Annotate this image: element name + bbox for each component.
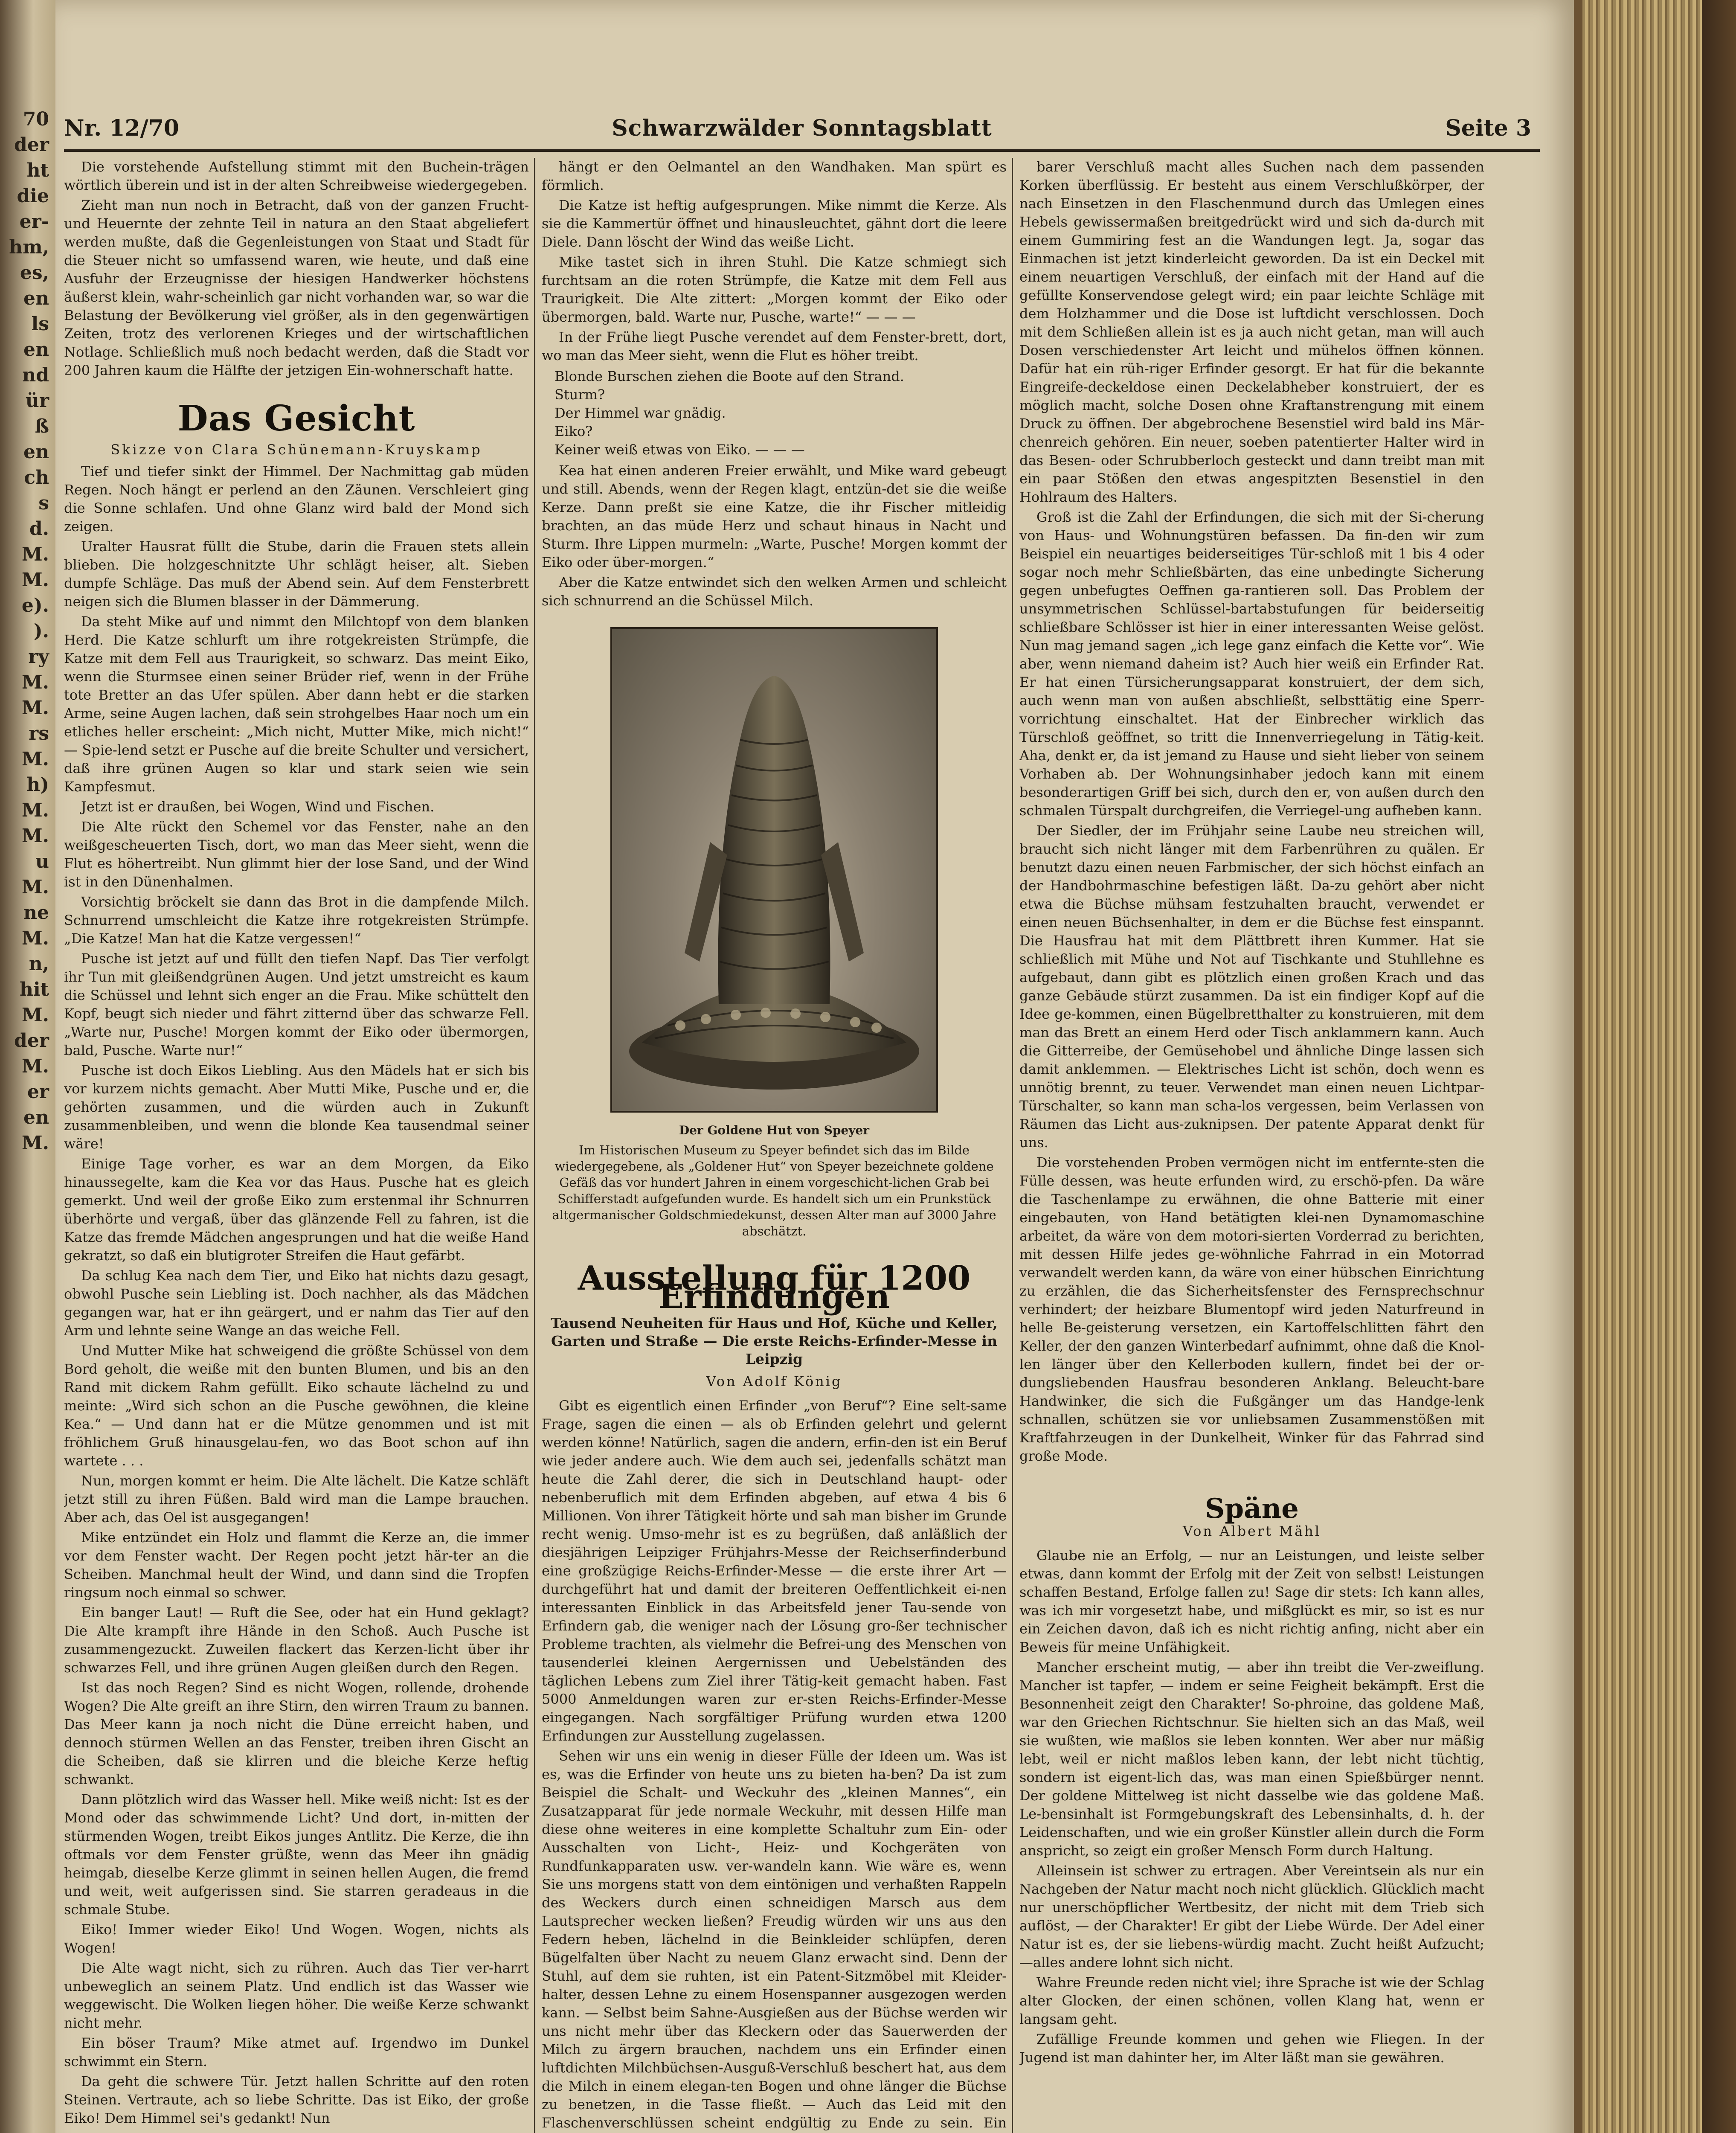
paragraph: Aber die Katze entwindet sich den welken Armen und schleicht sich schnurrend an die Schüssel Milch. bbox=[542, 574, 1007, 609]
paragraph: Glaube nie an Erfolg, — nur an Leistungen, und leiste selber etwas, dann kommt der Erfolg mit der Zeit von selbst! Leistungen schaffen Bestand, Erfolge fallen zu! Sage dir stets: Ich kann alles, was ich mir vorgesetzt habe, und mißglückt es mir, so ist es nur ein Zeichen davon, daß ich es nicht richtig anfing, nicht aber ein Beweis für meine Unfähigkeit. bbox=[1019, 1547, 1484, 1655]
fragment-text: hm, bbox=[9, 236, 49, 258]
story-verse bbox=[542, 367, 1007, 459]
column-1 bbox=[64, 158, 529, 2133]
fragment-text: die bbox=[17, 185, 49, 207]
fragment-text: er bbox=[27, 1081, 49, 1103]
fragment-text: ch bbox=[24, 467, 49, 488]
fragment-text: ). bbox=[33, 620, 49, 642]
fragment-text: M. bbox=[21, 1004, 49, 1026]
article-continuation bbox=[1019, 158, 1484, 1465]
page-header bbox=[64, 107, 1540, 145]
paragraph: Gibt es eigentlich einen Erfinder „von Beruf“? Eine selt-same Frage, sagen die einen — als ob Erfinden gelehrt und gelernt werden könne! Natürlich, sagen die andern, erfin-den ist ein Beruf wie jeder andere auch. Wie dem auch sei, jedenfalls schätzt man heute die Zahl derer, die sich in Deutschland haupt- oder nebenberuflich mit dem Erfinden abgeben, auf etwa 4 bis 6 Millionen. Von ihrer Tätigkeit hörte und sah man bisher im Grunde recht wenig. Umso-mehr ist es zu begrüßen, daß anläßlich der diesjährigen Leipziger Frühjahrs-Messe der Reichserfinderbund eine großzügige Reichs-Erfinder-Messe — die erste ihrer Art — durchgeführt hat und damit der breiteren Oeffentlichkeit ei-nen interessanten Einblick in das Arbeitsfeld jener Tau-sende von Erfindern gab, die weniger nach der Lösung gro-ßer technischer Probleme trachten, als vielmehr die Befrei-ung des Menschen von tausenderlei kleinen Aergernissen und Uebelständen des täglichen Lebens zum Ziel ihrer Tätig-keit gemacht haben. Fast 5000 Anmeldungen waren zur er-sten Reichs-Erfinder-Messe eingegangen. Nach sorgfältiger Prüfung wurden etwa 1200 Erfindungen zur Ausstellung zugelassen. bbox=[542, 1398, 1007, 1744]
fragment-text: e). bbox=[21, 595, 49, 616]
paragraph: Alleinsein ist schwer zu ertragen. Aber Vereintsein als nur ein Nachgeben der Natur macht noch nicht glücklich. Glücklich macht nur unerschöpflicher Wertbesitz, der nicht mit dem Trieb sich auflöst, — der Charakter! Er gibt der Liebe Würde. Der Adel einer Natur ist es, der sie liebens-würdig macht. Zucht heißt Aufzucht; —alles andere lohnt sich nicht. bbox=[1019, 1863, 1484, 1970]
paragraph: Eiko! Immer wieder Eiko! Und Wogen. Wogen, nichts als Wogen! bbox=[64, 1921, 529, 1956]
fragment-text: M. bbox=[21, 799, 49, 821]
article-byline: Von Adolf König bbox=[706, 1373, 842, 1389]
fragment-text: ß bbox=[35, 416, 49, 437]
fragment-text: en bbox=[23, 1107, 49, 1128]
paragraph: Und Mutter Mike hat schweigend die größte Schüssel von dem Bord geholt, die weiße mit den bunten Blumen, und bis an den Rand mit dickem Rahm gefüllt. Eiko schaute lächelnd zu und meinte: „Wird sich schon an die Pusche gewöhnen, die kleine Kea.“ — Und dann hat er die Mütze genommen und ist mit fröhlichem Gruß hinausgelau-fen, wo das Boot schon auf ihn wartete . . . bbox=[64, 1343, 529, 1469]
paragraph: Mike entzündet ein Holz und flammt die Kerze an, die immer vor dem Fenster wacht. Der Regen pocht jetzt här-ter an die Scheiben. Manchmal heult der Wind, und dann sind die Tropfen ringsum noch einmal so schwer. bbox=[64, 1529, 529, 1601]
aphorisms-body bbox=[1019, 1546, 1484, 2067]
paragraph: Der Siedler, der im Frühjahr seine Laube neu streichen will, braucht sich nicht länger mit dem Farbenrühren zu quälen. Er benutzt dazu einen neuen Farbmischer, der sich höchst einfach an der Handbohrmaschine befestigen läßt. Da-zu gehört aber nicht etwa die Büchse mühsam festzuhalten braucht, verwendet er einen neuen Büchsenhalter, in dem er die Büchse fest einspannt. Die Hausfrau hat mit dem Plättbrett ihren Kummer. Hat sie schließlich mit Mühe und Not auf Tischkante und Stuhllehne es aufgebaut, dann gibt es plötzlich einen großen Krach und das ganze Gebäude stürzt zusammen. Da ist ein findiger Kopf auf die Idee ge-kommen, einen Bügelbretthalter zu konstruieren, mit dem man das Brett an einem Herd oder Tisch anklammern kann. Auch die Gitterreibe, der Gemüsehobel und ähnliche Dinge lassen sich damit anklemmen. — Elektrisches Licht ist schön, doch wenn es unnötig brennt, zu teuer. Verwendet man einen neuen Lichtpar-Türschalter, so kann man scha-los vergessen, beim Verlassen von Räumen das Licht aus-zuknipsen. Der patente Apparat denkt für uns. bbox=[1019, 822, 1484, 1151]
fragment-text: n, bbox=[29, 953, 49, 975]
fragment-text: u bbox=[35, 851, 49, 872]
fragment-text: rs bbox=[29, 723, 49, 744]
paragraph: Die vorstehende Aufstellung stimmt mit den Buchein-trägen wörtlich überein und ist in der alten Schreibweise wiedergegeben. bbox=[64, 159, 529, 193]
paragraph: Kea hat einen anderen Freier erwählt, und Mike ward gebeugt und still. Abends, wenn der Regen klagt, entzün-det sie die weiße Kerze. Dann preßt sie eine Katze, die ihr Fischer mitleidig brachten, an das müde Herz und schaut hinaus in Nacht und Sturm. Ihre Lippen murmeln: „Warte, Pusche! Morgen kommt der Eiko oder über-morgen.“ bbox=[542, 462, 1007, 570]
story-continuation bbox=[542, 158, 1007, 365]
fragment-text: hit bbox=[19, 979, 49, 1000]
fragment-text: der bbox=[14, 1030, 49, 1052]
fragment-text: d. bbox=[29, 518, 49, 540]
story-subtitle: Skizze von Clara Schünemann-Kruyskamp bbox=[110, 442, 482, 458]
header-rule bbox=[64, 149, 1540, 152]
paragraph: Mike tastet sich in ihren Stuhl. Die Katze schmiegt sich furchtsam an die roten Strümpfe, die Katze mit dem Fell aus Traurigkeit. Die Alte zittert: „Morgen kommt der Eiko oder übermorgen, bald. Warte nur, Pusche, warte!“ — — — bbox=[542, 254, 1007, 325]
paragraph: Die Katze ist heftig aufgesprungen. Mike nimmt die Kerze. Als sie die Kammertür öffnet und hinausleuchtet, gähnt dort die leere Diele. Dann löscht der Wind das weiße Licht. bbox=[542, 197, 1007, 250]
fragment-text: der bbox=[14, 134, 49, 156]
paragraph: hängt er den Oelmantel an den Wandhaken. Man spürt es förmlich. bbox=[542, 159, 1007, 193]
fragment-text: 70 bbox=[23, 108, 49, 130]
paragraph: Mancher erscheint mutig, — aber ihn treibt die Ver-zweiflung. Mancher ist tapfer, — indem er seine Feigheit bekämpft. Erst die Besonnenheit zeigt den Charakter! So-phroine, das goldene Maß, war den Griechen Richtschnur. Sie hielten sich an das Maß, weil sie wußten, wie maßlos sie leben konnten. Wer aber nur mäßig lebt, weil er nicht maßlos leben kann, der lebt nicht tüchtig, sondern ist eigent-lich das, was man einen Spießbürger nennt. Der goldene Mittelweg ist nicht dasselbe wie das goldene Maß. Le-bensinhalt ist Formgebungskraft des Lebensinhalts, d. h. der Leidenschaften, und wie ein großer Künstler allein durch die Form anspricht, so zeigt ein großer Mensch Form durch Haltung. bbox=[1019, 1659, 1484, 1859]
fragment-text: M. bbox=[21, 569, 49, 591]
fragment-text: ne bbox=[23, 902, 49, 924]
intro-text bbox=[64, 158, 529, 380]
article-title: Ausstellung für 1200 Erfindungen bbox=[578, 1259, 971, 1316]
paragraph: Ein banger Laut! — Ruft die See, oder hat ein Hund geklagt? Die Alte krampft ihre Hände in den Schoß. Auch Pusche ist zusammengezuckt. Zuweilen flackert das Kerzen-licht über ihr schwarzes Fell, und ihre grünen Augen gleißen durch den Regen. bbox=[64, 1604, 529, 1676]
fragment-text: s bbox=[38, 492, 49, 514]
verse-line: Blonde Burschen ziehen die Boote auf den Strand. bbox=[554, 368, 904, 384]
paragraph: Zieht man nun noch in Betracht, daß von der ganzen Frucht- und Heuernte der zehnte Teil in natura an den Staat abgeliefert werden mußte, daß die Gegenleistungen von Staat und Stadt für die Steuer nicht so umfassend waren, wie heute, und daß eine Ausfuhr der Erzeugnisse der hiesigen Handwerker höchstens äußerst klein, wahr-scheinlich gar nicht vorhanden war, so war die Belastung der Bevölkerung viel größer, als in den gegenwärtigen Zeiten, trotz des verlorenen Krieges und der wirtschaftlichen Notlage. Schließlich muß noch bedacht werden, daß die Stadt vor 200 Jahren kaum die Hälfte der jetzigen Ein-wohnerschaft hatte. bbox=[64, 197, 529, 378]
fragment-text: es, bbox=[20, 262, 49, 284]
paragraph: Da steht Mike auf und nimmt den Milchtopf von dem blanken Herd. Die Katze schlurft um ihre rotgekreisten Strümpfe, die Katze mit dem Fell aus Traurigkeit, so schwarz. Das meint Eiko, wenn die Sturmsee einen seiner Brüder rief, wenn in der Frühe tote Bretter an das Ufer spülen. Aber dann hebt er die starken Arme, seine Augen lachen, daß sein strohgelbes Haar noch um ein etliches heller erscheint: „Mich nicht, Mutter Mike, mich nicht!“ — Spie-lend setzt er Pusche auf die breite Schulter und versichert, daß ihre grünen Augen so klar und stark seien wie sein Kampfesmut. bbox=[64, 613, 529, 795]
paragraph: Pusche ist jetzt auf und füllt den tiefen Napf. Das Tier verfolgt ihr Tun mit gleißendgrünen Augen. Und jetzt umstreicht es kaum die Schüssel und lehnt sich enger an die Frau. Mike schüttelt den Kopf, beugt sich nieder und fährt zitternd über das schwarze Fell. „Warte nur, Pusche! Morgen kommt der Eiko oder übermorgen, bald, Pusche. Warte nur!“ bbox=[64, 950, 529, 1058]
previous-page-fragments bbox=[0, 107, 53, 2133]
fragment-text: en bbox=[23, 288, 49, 309]
paragraph: In der Frühe liegt Pusche verendet auf dem Fenster-brett, dort, wo man das Meer sieht, wenn die Flut es höher treibt. bbox=[542, 329, 1007, 363]
aphorisms-byline: Von Albert Mähl bbox=[1183, 1523, 1321, 1539]
fragment-text: M. bbox=[21, 927, 49, 949]
fragment-text: ür bbox=[25, 390, 49, 412]
paragraph: Jetzt ist er draußen, bei Wogen, Wind und Fischen. bbox=[81, 799, 435, 815]
paragraph: Da schlug Kea nach dem Tier, und Eiko hat nichts dazu gesagt, obwohl Pusche sein Liebling ist. Doch nachher, als das Mädchen gegangen war, hat er ihn geärgert, und er nahm das Tier auf den Arm und lehnte seine Wange an das weiche Fell. bbox=[64, 1267, 529, 1339]
verse-line: Eiko? bbox=[554, 423, 593, 439]
masthead-title: Schwarzwälder Sonntagsblatt bbox=[612, 115, 992, 141]
story-ending bbox=[542, 462, 1007, 610]
fragment-text: nd bbox=[22, 364, 49, 386]
paragraph: Sehen wir uns ein wenig in dieser Fülle der Ideen um. Was ist es, was die Erfinder von heute uns zu bieten ha-ben? Da ist zum Beispiel die Schalt- und Weckuhr des „kleinen Mannes“, ein Zusatzapparat für jede normale Weckuhr, mit dessen Hilfe man diese ohne weiteres in eine komplette Schaltuhr zum Ein- oder Ausschalten von Licht-, Heiz- und Kochgeräten von Rundfunkapparaten usw. ver-wandeln kann. Wie wäre es, wenn Sie uns morgens statt von dem eintönigen und verhaßten Rappeln des Weckers durch einen schneidigen Marsch aus dem Lautsprecher wecken ließen? Freudig würden wir uns aus den Federn heben, lächelnd in die Beinkleider schlüpfen, deren Bügelfalten über Nacht zu neuem Glanz erwacht sind. Denn der Stuhl, auf dem sie ruhten, ist ein Patent-Sitzmöbel mit Kleider-halter, dessen Lehne zu einem Hosenspanner ausgezogen werden kann. — Selbst beim Sahne-Ausgießen aus der Büchse werden wir uns nicht mehr über das Kleckern oder das Sauerwerden der Milch zu ärgern brauchen, nachdem uns ein Erfinder einen luftdichten Milchbüchsen-Ausguß-Verschluß beschert hat, aus dem die Milch in einem elegan-ten Bogen und ohne länger die Büchse zu benetzen, in die Tasse fließt. — Auch das Leid mit den Flaschenverschlüssen scheint endgültig zu Ende zu sein. Ein bbox=[542, 1748, 1007, 2131]
fragment-text: h) bbox=[26, 774, 49, 796]
paragraph: Uralter Hausrat füllt die Stube, darin die Frauen stets allein blieben. Die holzgeschnitzte Uhr schlägt heiser, alt. Sieben dumpfe Schläge. Das muß der Abend sein. Auf dem Fensterbrett neigen sich die Blumen blasser in der Dämmerung. bbox=[64, 538, 529, 610]
verse-line: Keiner weiß etwas von Eiko. — — — bbox=[554, 442, 805, 458]
golden-hat-illustration bbox=[612, 629, 936, 1111]
issue-number: Nr. 12/70 bbox=[64, 115, 180, 141]
paragraph: Die Alte rückt den Schemel vor das Fenster, nahe an den weißgescheuerten Tisch, dort, wo man das Meer sieht, wenn die Flut es höhertreibt. Nun glimmt hier der lose Sand, und der Wind ist in den Dünenhalmen. bbox=[64, 819, 529, 890]
fragment-text: ht bbox=[26, 160, 49, 181]
fragment-text: M. bbox=[21, 543, 49, 565]
paragraph: Pusche ist doch Eikos Liebling. Aus den Mädels hat er sich bis vor kurzem nichts gemacht. Aber Mutti Mike, Pusche und er, die gehörten zusammen, und die würden auch in Zukunft zusammenbleiben, und wenn die blonde Kea tausendmal seiner wäre! bbox=[64, 1062, 529, 1152]
story-body bbox=[64, 462, 529, 2127]
paragraph: Ist das noch Regen? Sind es nicht Wogen, rollende, drohende Wogen? Die Alte greift an ihre Stirn, den wirren Traum zu bannen. Das Meer kann ja noch nicht die Düne erreicht haben, und dennoch stürmen Wellen an das Fenster, treiben ihren Gischt an die Scheiben, daß sie klirren und die bleiche Kerze heftig schwankt. bbox=[64, 1680, 529, 1787]
paragraph: barer Verschluß macht alles Suchen nach dem passenden Korken überflüssig. Er besteht aus einem Verschlußkörper, der nach Einsetzen in den Flaschenmund durch das Umlegen eines Hebels gewissermaßen breitgedrückt wird und sich da-durch mit einem Gummiring fest an die Wandungen legt. Ja, sogar das Einmachen ist jetzt kinderleicht geworden. Da ist ein Deckel mit einem neuartigen Verschluß, der einfach mit der Hand auf die gefüllte Konservendose gelegt wird; ein paar leichte Schläge mit dem Holzhammer und die Dose ist luftdicht verschlossen. Doch mit dem Schließen allein ist es ja auch nicht getan, man will auch Dosen verschiedenster Art leicht und mühelos öffnen können. Dafür hat ein rüh-riger Erfinder gesorgt. Er hat für die bekannte Eingreife-deckeldose einen Deckelabheber konstruiert, der es möglich macht, solche Dosen ohne Kraftanstrengung mit einem Druck zu öffnen. Der abgebrochene Besenstiel wird bald ins Mär-chenreich gehören. Ein neuer, soeben patentierter Halter wird in das Besen- oder Schrubberloch gesteckt und dann treibt man mit ein paar Stößen den etwas angespitzten Besenstiel in den Hohlraum des Halters. bbox=[1019, 159, 1484, 505]
paragraph: Wahre Freunde reden nicht viel; ihre Sprache ist wie der Schlag alter Glocken, der einen schönen, vollen Klang hat, wenn er langsam geht. bbox=[1019, 1974, 1484, 2027]
paragraph: Vorsichtig bröckelt sie dann das Brot in die dampfende Milch. Schnurrend umschleicht die Katze ihre rotgekreisten Strümpfe. „Die Katze! Man hat die Katze vergessen!“ bbox=[64, 894, 529, 947]
paragraph: Ein böser Traum? Mike atmet auf. Irgendwo im Dunkel schwimmt ein Stern. bbox=[64, 2035, 529, 2069]
column-2 bbox=[542, 158, 1007, 2133]
verse-line: Sturm? bbox=[554, 386, 605, 403]
page-number: Seite 3 bbox=[1445, 115, 1531, 141]
fragment-text: M. bbox=[21, 697, 49, 719]
verse-line: Der Himmel war gnädig. bbox=[554, 405, 726, 421]
fragment-text: er- bbox=[19, 211, 49, 232]
paragraph: Dann plötzlich wird das Wasser hell. Mike weiß nicht: Ist es der Mond oder das schwimmende Licht? Und dort, in-mitten der stürmenden Wogen, treibt Eikos junges Antlitz. Die Kerze, die ihn oftmals vor dem Fenster grüßte, wenn das Meer ihn gnädig heimgab, dieselbe Kerze glimmt in seinen hellen Augen, die fremd und weit, weit aufgerissen sind. Sie starren geradeaus in die schmale Stube. bbox=[64, 1791, 529, 1918]
paragraph: Zufällige Freunde kommen und gehen wie Fliegen. In der Jugend ist man dahinter her, im Alter läßt man sie gewähren. bbox=[1019, 2031, 1484, 2066]
paragraph: Tief und tiefer sinkt der Himmel. Der Nachmittag gab müden Regen. Noch hängt er perlend an den Zäunen. Verschleiert ging die Sonne schlafen. Und ohne Glanz wird bald der Mond sich zeigen. bbox=[64, 463, 529, 535]
column-divider bbox=[534, 158, 535, 2133]
paragraph: Die vorstehenden Proben vermögen nicht im entfernte-sten die Fülle dessen, was heute erfunden wird, zu erschö-pfen. Da wäre die Taschenlampe zu erwähnen, die ohne Batterie mit einer eingebauten, von Hand betätigten klei-nen Dynamomaschine arbeitet, da wäre von dem motori-sierten Vorderrad zu berichten, mit dessen Hilfe jedes ge-wöhnliche Fahrrad in ein Motorrad verwandelt werden kann, da wäre von einer hübschen Einrichtung zu erzählen, die das Sicherheitsfenster des Fernsprechschnur verhindert; der heizbare Blumentopf wird jeden Naturfreund in helle Be-geisterung versetzen, ein Kartoffelschlitten fährt den Keller, der den ganzen Winterbedarf aufnimmt, ohne daß die Knol-len länger über den Kellerboden kullern, findet bei der or-dungsliebenden Hausfrau besonderen Anklang. Beleucht-bare Handwinker, die sich die Fußgänger um das Handge-lenk schnallen, schützen sie vor unliebsamen Zusammenstößen mit Kraftfahrzeugen in der Dunkelheit, Winker für das Fahrrad sind große Mode. bbox=[1019, 1154, 1484, 1464]
paragraph: Nun, morgen kommt er heim. Die Alte lächelt. Die Katze schläft jetzt still zu ihren Füßen. Bald wird man die Lampe brauchen. Aber ach, das Oel ist ausgegangen! bbox=[64, 1473, 529, 1526]
photo-caption: Im Historischen Museum zu Speyer befindet sich das im Bilde wiedergegebene, als „Goldener Hut“ von Speyer bezeichnete goldene Gefäß das vor hundert Jahren in einem vorgeschicht-lichen Grab bei Schifferstadt aufgefunden wurde. Es handelt sich um ein Prunkstück altgermanischer Goldschmiedekunst, dessen Alter man auf 3000 Jahre abschätzt. bbox=[552, 1143, 996, 1238]
fragment-text: M. bbox=[21, 748, 49, 770]
fragment-text: en bbox=[23, 441, 49, 463]
golden-hat-photo bbox=[610, 627, 938, 1113]
aphorisms-title: Späne bbox=[1205, 1493, 1299, 1525]
column-3 bbox=[1019, 158, 1484, 2133]
book-cover-edge bbox=[1702, 0, 1736, 2133]
fragment-text: ry bbox=[28, 646, 49, 668]
column-divider bbox=[1012, 158, 1013, 2133]
story-title: Das Gesicht bbox=[177, 398, 415, 439]
fragment-text: M. bbox=[21, 1132, 49, 1154]
fragment-text: M. bbox=[21, 671, 49, 693]
paragraph: Da geht die schwere Tür. Jetzt hallen Schritte auf den roten Steinen. Vertraute, ach so liebe Schritte. Das ist Eiko, der große Eiko! Dem Himmel sei's gedankt! Nun bbox=[64, 2073, 529, 2126]
photo-title: Der Goldene Hut von Speyer bbox=[679, 1123, 870, 1137]
fragment-text: M. bbox=[21, 825, 49, 847]
fragment-text: M. bbox=[21, 876, 49, 898]
fragment-text: M. bbox=[21, 1055, 49, 1077]
article-body bbox=[542, 1397, 1007, 2133]
fragment-text: en bbox=[23, 339, 49, 360]
paragraph: Einige Tage vorher, es war an dem Morgen, da Eiko hinaussegelte, kam die Kea vor das Haus. Pusche hat es gleich gemerkt. Und weil der große Eiko zum erstenmal ihr Schnurren überhörte und vergaß, über das glänzende Fell zu fahren, ist die Katze das fremde Mädchen angesprungen und hat die weiße Hand gekratzt, so daß ein blutigroter Streifen die Haut gefärbt. bbox=[64, 1156, 529, 1264]
fragment-text: ls bbox=[31, 313, 49, 335]
paragraph: Groß ist die Zahl der Erfindungen, die sich mit der Si-cherung von Haus- und Wohnungstüren befassen. Da fin-den wir zum Beispiel ein neuartiges beiderseitiges Tür-schloß mit 1 bis 4 oder sogar noch mehr Schließbärten, das eine unbedingte Sicherung gegen unbefugtes Oeffnen ga-rantieren soll. Das Problem der unsymmetrischen Schlüssel-bartabstufungen für beiderseitig schließbare Schlösser ist hier in einer interessanten Weise gelöst. Nun mag jemand sagen „ich lege ganz einfach die Kette vor“. Wie aber, wenn niemand daheim ist? Auch hier weiß ein Erfinder Rat. Er hat einen Türsicherungsapparat konstruiert, der dem sich, auch wenn man von außen abschließt, selbsttätig eine Sperr-vorrichtung einschaltet. Hat der Einbrecher wirklich das Türschloß geöffnet, so tritt die Innenverriegelung in Tätig-keit. Aha, denkt er, da ist jemand zu Hause und sieht lieber von seinem Vorhaben ab. Der Wohnungsinhaber jedoch kann mit einem besonderartigen Griff bei sich, durch den er, von außen durch den schmalen Türspalt durchgreifen, die Verriegel-ung aufheben kann. bbox=[1019, 509, 1484, 819]
article-deck: Tausend Neuheiten für Haus und Hof, Küche und Keller, Garten und Straße — Die erste Reichs-Erfinder-Messe in Leipzig bbox=[551, 1315, 998, 1367]
paragraph: Die Alte wagt nicht, sich zu rühren. Auch das Tier ver-harrt unbeweglich an seinem Platz. Und endlich ist das Wasser wie weggewischt. Die Wolken liegen höher. Die weiße Kerze schwankt nicht mehr. bbox=[64, 1960, 529, 2031]
